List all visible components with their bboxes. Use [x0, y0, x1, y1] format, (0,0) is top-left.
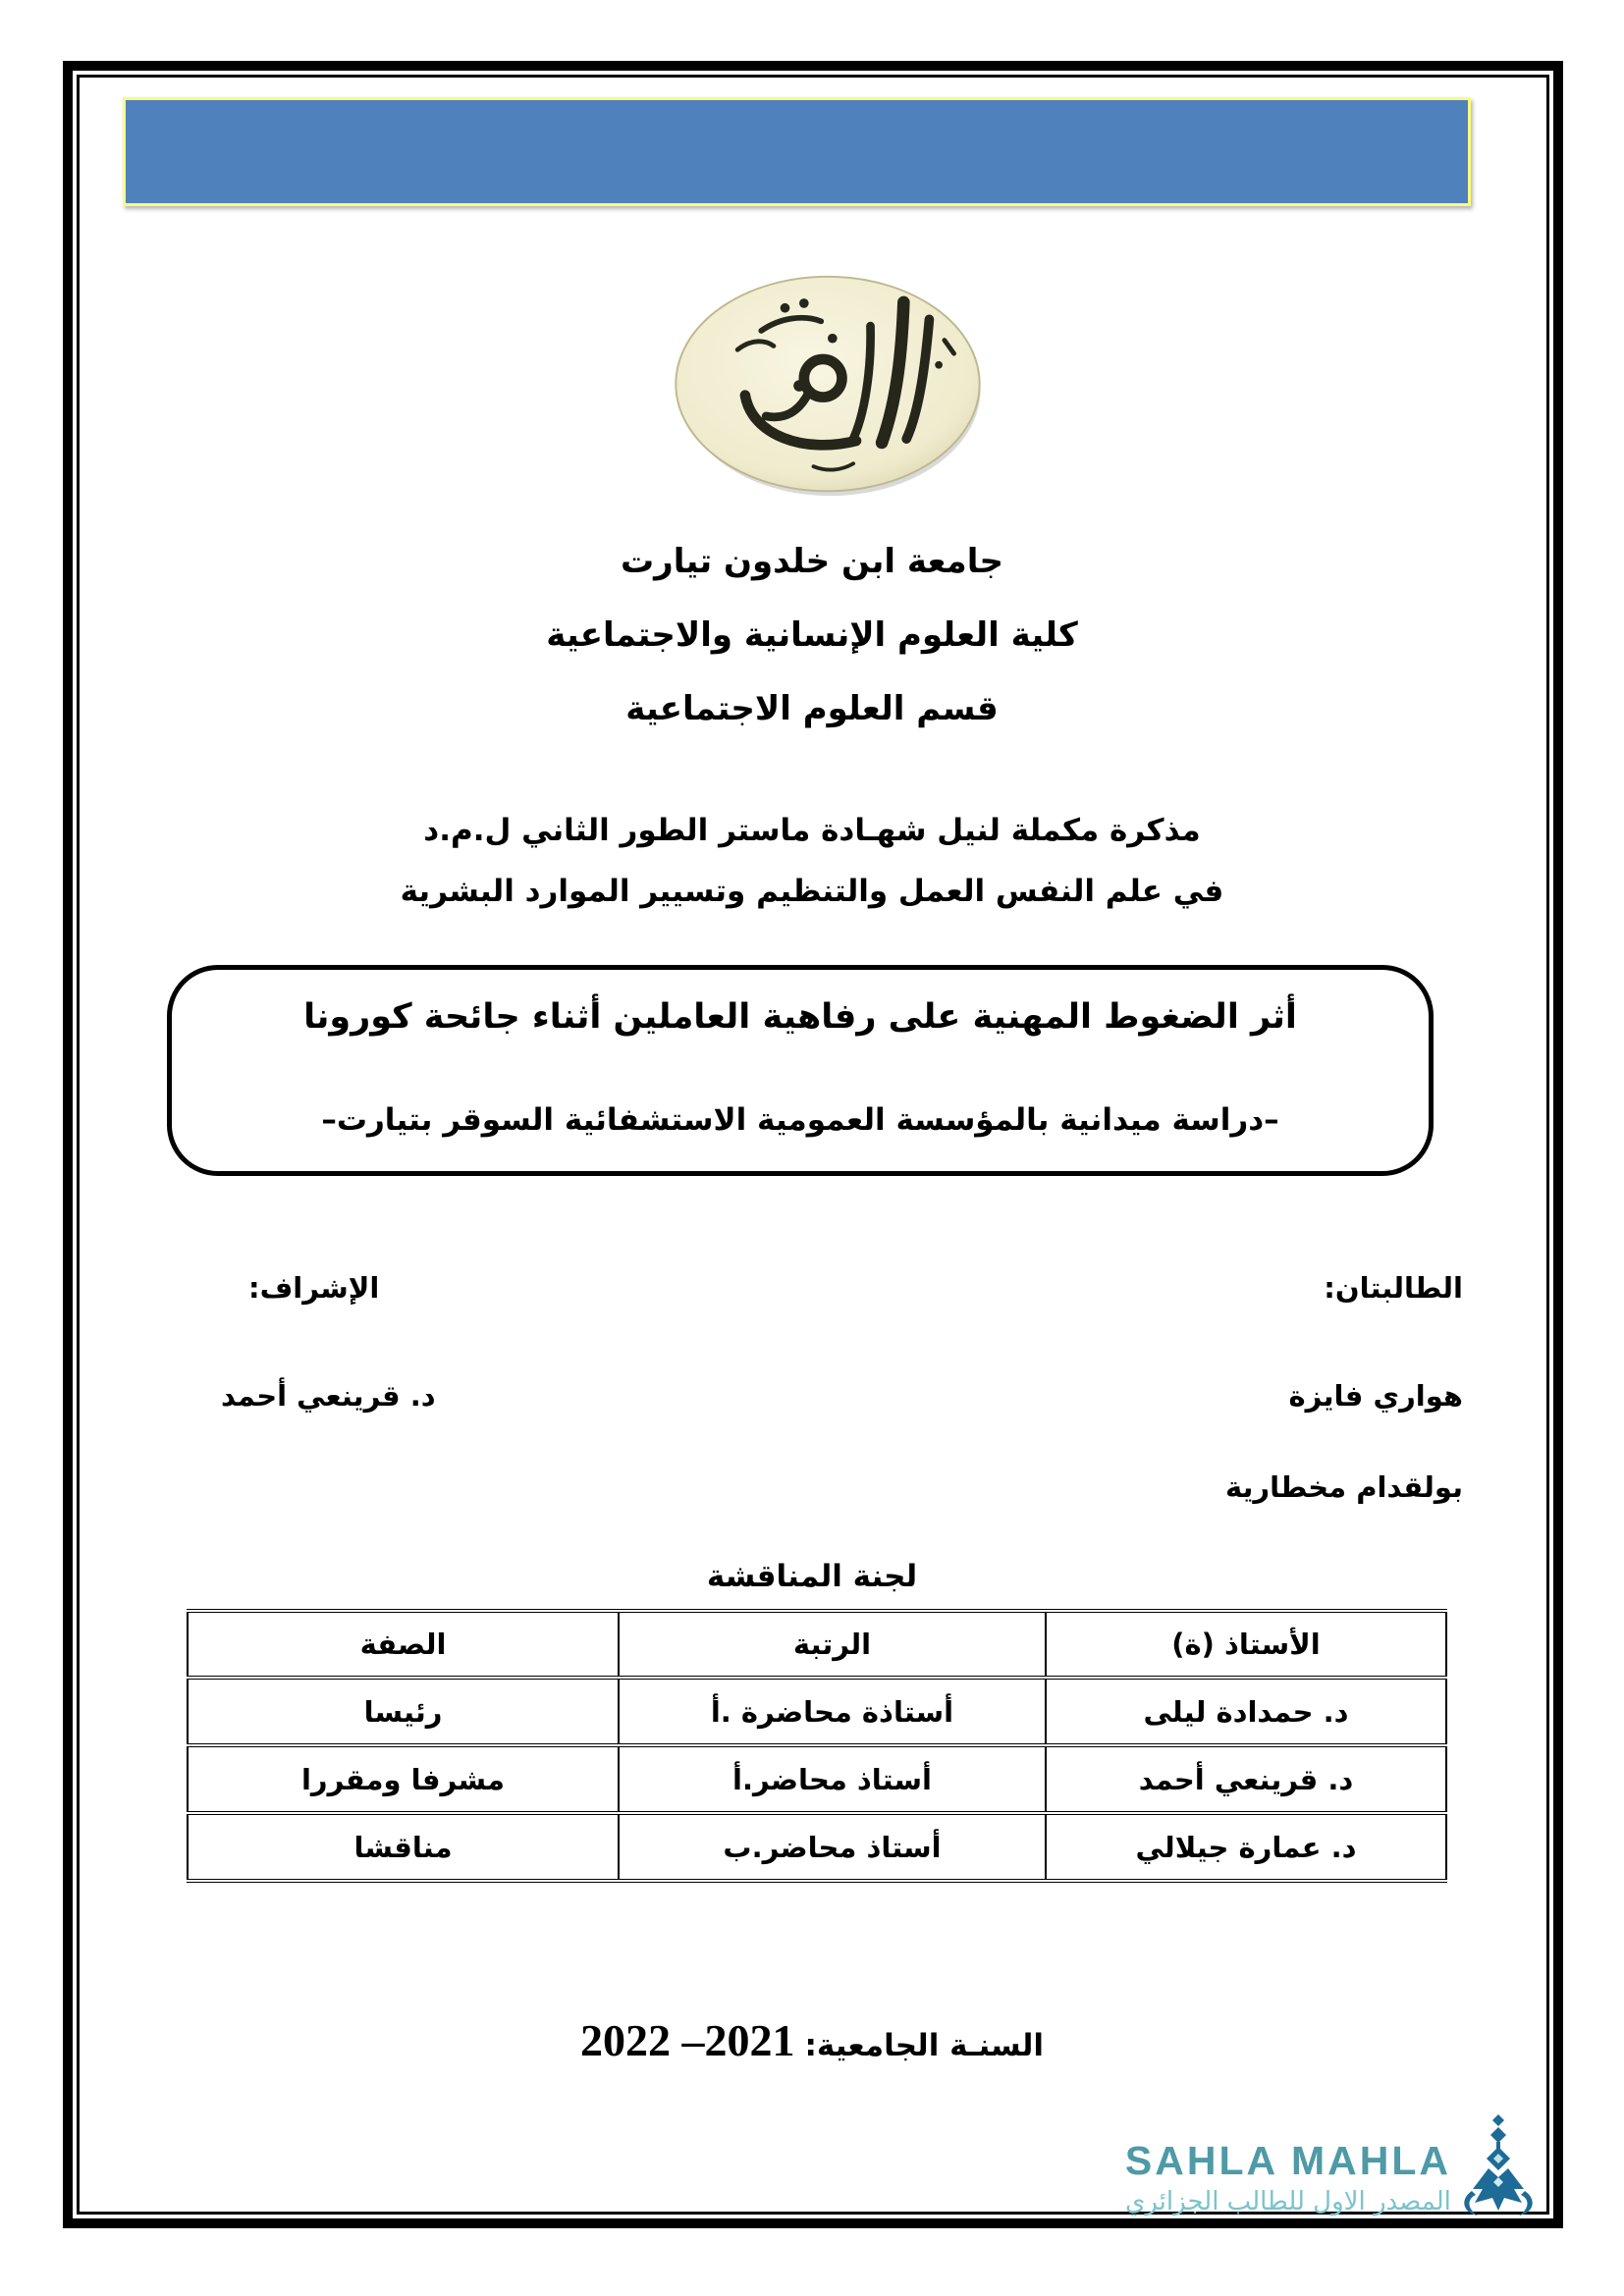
thesis-subtitle: –دراسة ميدانية بالمؤسسة العمومية الاستشفائية السوقر بتيارت– [321, 1102, 1279, 1138]
student-name-2: بولقدام مخطارية [1224, 1470, 1463, 1504]
professor-cell: د. عمارة جيلالي [1046, 1813, 1446, 1881]
faculty-name: كلية العلوم الإنسانية والاجتماعية [546, 615, 1078, 655]
memoir-line-2: في علم النفس العمل والتنظيم وتسيير الموارد البشرية [400, 874, 1224, 909]
committee-header-row [188, 1611, 1446, 1678]
thesis-title: أثر الضغوط المهنية على رفاهية العاملين أثناء جائحة كورونا [303, 997, 1297, 1037]
rank-cell: أستاذ محاضر.أ [619, 1745, 1046, 1813]
table-row [188, 1813, 1446, 1881]
supervisor-name: د. قرينعي أحمد [221, 1379, 436, 1413]
role-cell: رئيسا [188, 1678, 619, 1745]
committee-heading: لجنة المناقشة [706, 1559, 918, 1594]
header-banner [123, 97, 1471, 206]
column-header-professor: الأستاذ (ة) [1046, 1611, 1446, 1678]
thesis-title-box [167, 965, 1434, 1176]
committee-table [187, 1609, 1447, 1883]
watermark-text-block [1125, 2113, 1451, 2216]
sahla-mahla-watermark [1125, 2113, 1538, 2223]
table-row [188, 1678, 1446, 1745]
academic-year-label: السنـة الجامعية: [804, 2028, 1044, 2063]
sahla-mahla-icon [1459, 2113, 1538, 2223]
memoir-line-1: مذكرة مكملة لنيل شهـادة ماستر الطور الثاني ل.م.د [423, 813, 1201, 848]
table-row [188, 1745, 1446, 1813]
university-seal-icon [671, 272, 985, 500]
supervision-label: الإشراف: [248, 1271, 380, 1305]
rank-cell: أستاذة محاضرة .أ [619, 1678, 1046, 1745]
university-name: جامعة ابن خلدون تيارت [621, 542, 1003, 581]
professor-cell: د. حمدادة ليلى [1046, 1678, 1446, 1745]
academic-year-line [0, 2014, 1624, 2066]
watermark-tagline: المصدر الاول للطالب الجزائري [1124, 2187, 1451, 2216]
students-label: الطالبتان: [1324, 1271, 1463, 1305]
role-cell: مشرفا ومقررا [188, 1745, 619, 1813]
professor-cell: د. قرينعي أحمد [1046, 1745, 1446, 1813]
academic-year-value: 2021– 2022 [580, 2015, 795, 2065]
department-name: قسم العلوم الاجتماعية [625, 689, 999, 728]
watermark-name: SAHLA MAHLA [1124, 2138, 1451, 2183]
rank-cell: أستاذ محاضر.ب [619, 1813, 1046, 1881]
role-cell: مناقشا [188, 1813, 619, 1881]
column-header-role: الصفة [188, 1611, 619, 1678]
column-header-rank: الرتبة [619, 1611, 1046, 1678]
student-name-1: هواري فايزة [1288, 1379, 1463, 1413]
